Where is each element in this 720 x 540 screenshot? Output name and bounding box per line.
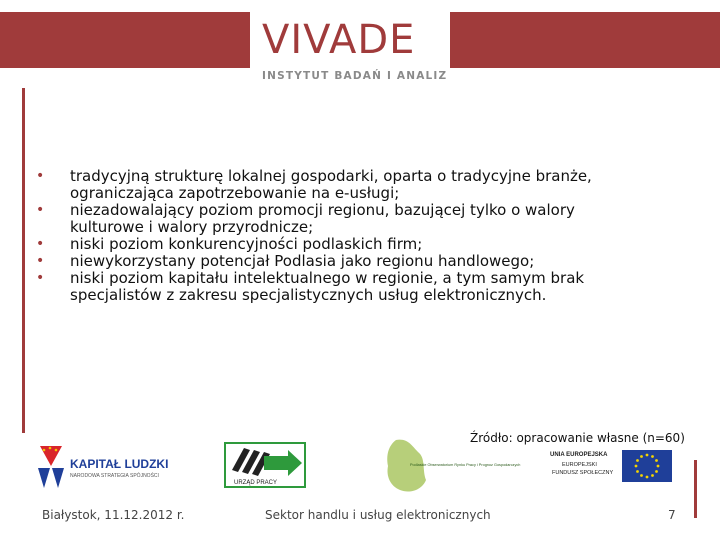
bullet-item: • niski poziom kapitału intelektualnego w regionie, a tym samym brak specjalistów z zakresu specjalistycznych usług elektronicznych. — [36, 269, 585, 304]
eu-title: UNIA EUROPEJSKA — [550, 452, 608, 458]
eu-fund-logo — [548, 446, 678, 486]
kapital-ludzki-subtitle: NARODOWA STRATEGIA SPÓJNOŚCI — [70, 473, 159, 479]
vivade-logo: VIVADE — [262, 17, 416, 63]
urzad-pracy-logo — [224, 442, 308, 488]
bullet-item: • tradycyjną strukturę lokalnej gospodarki, oparta o tradycyjne branże, ograniczająca zapotrzebowanie na e-usługi; — [36, 167, 592, 202]
page-number: 7 — [668, 508, 676, 522]
kapital-ludzki-title: KAPITAŁ LUDZKI — [70, 457, 169, 471]
bullet-dot-icon: • — [36, 202, 45, 218]
bullet-list — [36, 168, 646, 304]
logo-subtitle: INSTYTUT BADAŃ I ANALIZ — [262, 70, 448, 82]
bullet-dot-icon: • — [36, 270, 45, 286]
eu-subtitle-2: FUNDUSZ SPOŁECZNY — [552, 470, 614, 476]
kapital-ludzki-logo — [36, 440, 186, 492]
bullet-dot-icon: • — [36, 236, 45, 252]
bullet-item: • niski poziom konkurencyjności podlaskich firm; — [36, 235, 423, 253]
bullet-item: • niewykorzystany potencjał Podlasia jako regionu handlowego; — [36, 252, 535, 270]
podlaskie-label: Podlaskie Obserwatorium Rynku Pracy i Prognoz Gospodarczych — [410, 463, 521, 467]
right-accent-line — [694, 460, 697, 518]
left-accent-line — [22, 88, 25, 433]
podlaskie-obserwatorium-logo — [382, 436, 521, 496]
urzad-pracy-label: URZĄD PRACY — [234, 480, 278, 486]
footer-date: Białystok, 11.12.2012 r. — [42, 508, 185, 522]
source-note: Źródło: opracowanie własne (n=60) — [470, 431, 685, 445]
eu-subtitle-1: EUROPEJSKI — [562, 462, 597, 468]
footer-title: Sektor handlu i usług elektronicznych — [265, 508, 491, 522]
bullet-dot-icon: • — [36, 168, 45, 184]
bullet-dot-icon: • — [36, 253, 45, 269]
bullet-item: • niezadowalający poziom promocji regionu, bazującej tylko o walory kulturowe i walory przyrodnicze; — [36, 201, 575, 236]
